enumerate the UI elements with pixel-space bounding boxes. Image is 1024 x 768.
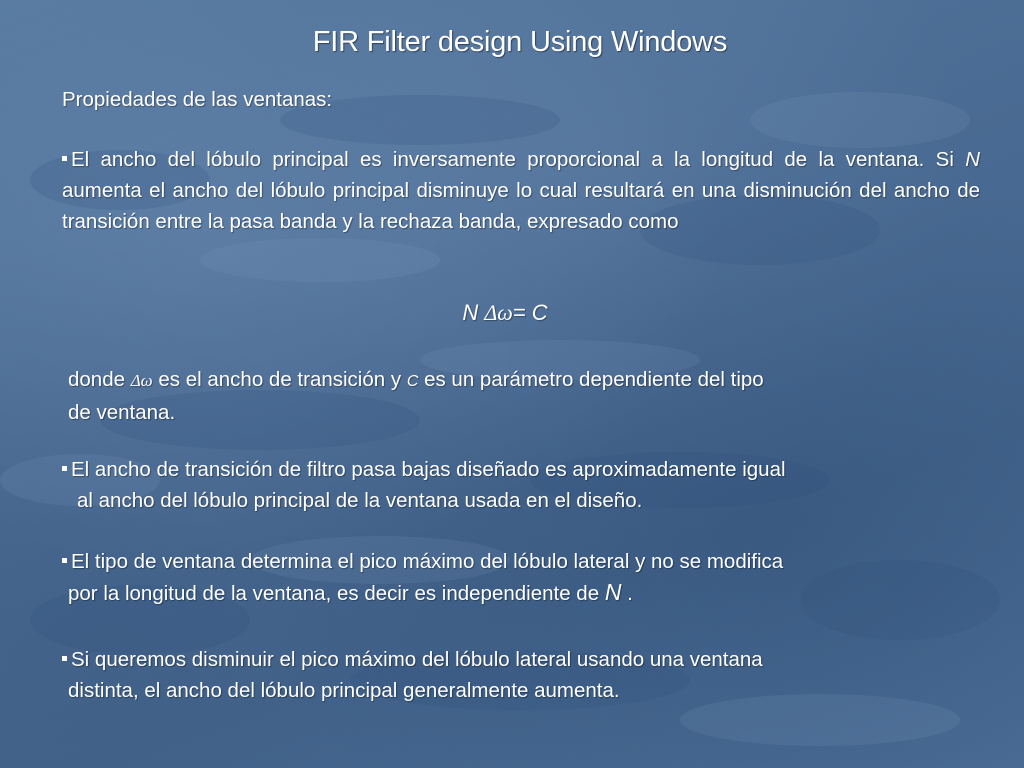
where-text-line2: de ventana. [68, 401, 176, 424]
formula-n: N [462, 300, 479, 325]
formula [0, 300, 1010, 326]
intro-label: Propiedades de las ventanas: [62, 88, 333, 111]
bullet-window-type-line1: El tipo de ventana determina el pico máximo del lóbulo lateral y no se modifica [71, 550, 784, 573]
bullet-transition-width [62, 454, 992, 516]
where-text-1: donde [68, 368, 131, 391]
formula-delta-omega: Δω [484, 300, 513, 325]
bullet-transition-width-line1: El ancho de transición de filtro pasa bajas diseñado es aproximadamente igual [71, 458, 786, 481]
bullet-main-lobe [62, 144, 980, 237]
where-delta-omega: Δω [130, 371, 153, 390]
bullet-side-lobe [62, 644, 992, 706]
variable-n: N [604, 579, 622, 605]
bullet-side-lobe-line2: distinta, el ancho del lóbulo principal generalmente aumenta. [68, 679, 620, 702]
where-text [68, 364, 978, 428]
where-text-2: es el ancho de transición y [152, 368, 407, 391]
variable-n: N [965, 148, 980, 171]
bullet-marker [62, 656, 67, 661]
bullet-transition-width-line2: al ancho del lóbulo principal de la ventana usada en el diseño. [77, 489, 643, 512]
slide-title: FIR Filter design Using Windows [312, 26, 728, 58]
where-text-3: es un parámetro dependiente del tipo [418, 368, 764, 391]
bullet-window-type-line2b: . [621, 582, 633, 605]
bullet-marker [62, 156, 67, 161]
bullet-marker [62, 466, 67, 471]
bullet-window-type [62, 546, 1002, 609]
where-c: C [406, 373, 419, 390]
intro-text [62, 84, 962, 115]
bullet-side-lobe-line1: Si queremos disminuir el pico máximo del lóbulo lateral usando una ventana [71, 648, 763, 671]
bullet-window-type-line2a: por la longitud de la ventana, es decir es independiente de [68, 582, 605, 605]
bullet-marker [62, 558, 67, 563]
bullet-main-lobe-text-2: aumenta el ancho del lóbulo principal disminuye lo cual resultará en una disminución del ancho de transición entre la pasa banda y la rechaza banda, expresado como [62, 179, 980, 233]
formula-equals-c: = C [512, 300, 548, 325]
bullet-main-lobe-text-1: El ancho del lóbulo principal es inversamente proporcional a la longitud de la ventana. Si [71, 148, 966, 171]
